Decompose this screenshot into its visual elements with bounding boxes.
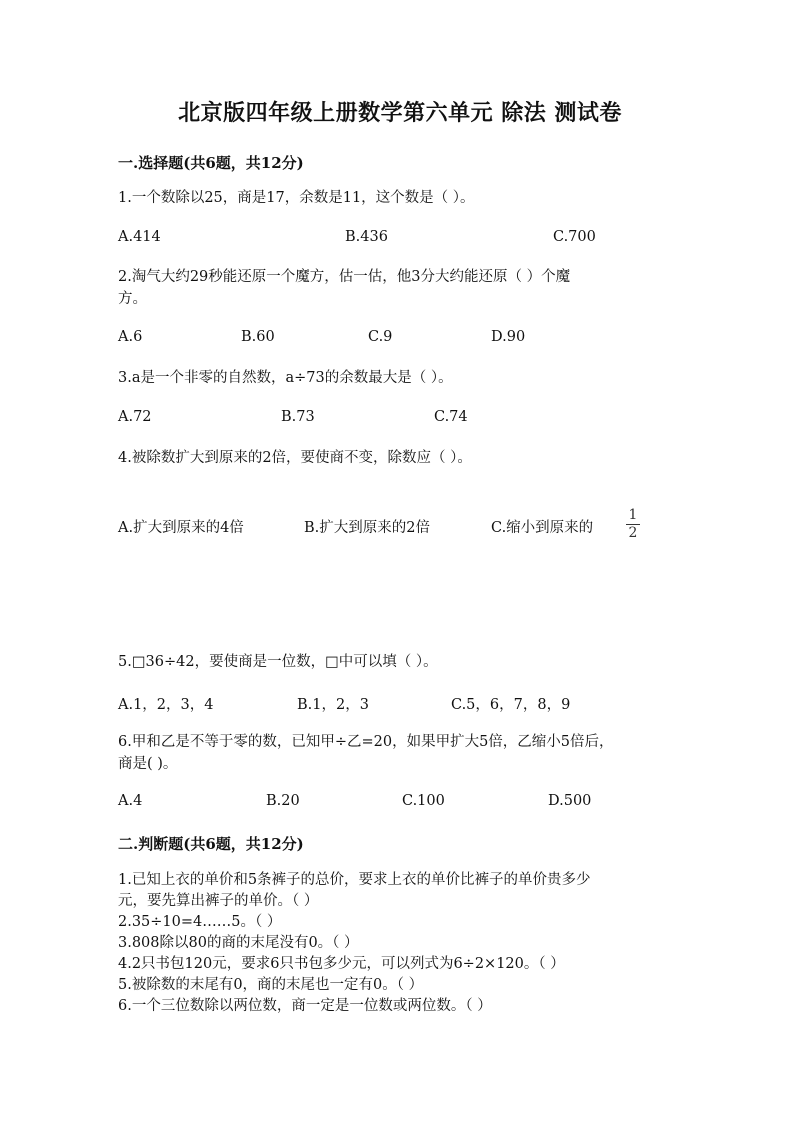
question-1-option-c: C.700 — [553, 229, 596, 245]
question-6-option-d: D.500 — [548, 793, 592, 809]
question-4-option-c: C.缩小到原来的 — [491, 520, 594, 536]
question-4-option-a: A.扩大到原来的4倍 — [118, 520, 244, 536]
judgement-line-4: 3.808除以80的商的末尾没有0。（ ） — [118, 935, 359, 951]
question-4-stem: 4.被除数扩大到原来的2倍，要使商不变，除数应（ ）。 — [118, 450, 472, 466]
judgement-line-6: 5.被除数的末尾有0，商的末尾也一定有0。（ ） — [118, 977, 424, 993]
judgement-line-5: 4.2只书包120元，要求6只书包多少元，可以列式为6÷2×120。（ ） — [118, 956, 565, 972]
judgement-line-1: 1.已知上衣的单价和5条裤子的总价，要求上衣的单价比裤子的单价贵多少 — [118, 872, 591, 888]
fraction-one-half — [626, 508, 640, 541]
question-3-option-a: A.72 — [118, 409, 152, 425]
question-6-stem-line1: 6.甲和乙是不等于零的数，已知甲÷乙=20，如果甲扩大5倍，乙缩小5倍后， — [118, 734, 614, 750]
judgement-line-3: 2.35÷10=4……5。（ ） — [118, 914, 282, 930]
question-1-option-b: B.436 — [345, 229, 388, 245]
question-2-stem-line2: 方。 — [118, 291, 147, 307]
question-3-stem: 3.a是一个非零的自然数，a÷73的余数最大是（ ）。 — [118, 370, 453, 386]
question-5-option-b: B.1，2，3 — [297, 697, 369, 713]
judgement-line-2: 元，要先算出裤子的单价。（ ） — [118, 893, 319, 909]
question-2-option-b: B.60 — [241, 329, 275, 345]
question-2-option-d: D.90 — [491, 329, 526, 345]
question-5-option-c: C.5，6，7，8，9 — [451, 697, 571, 713]
question-5-stem: 5.□36÷42，要使商是一位数，□中可以填（ ）。 — [118, 654, 438, 670]
question-3-option-b: B.73 — [281, 409, 315, 425]
question-6-stem-line2: 商是( )。 — [118, 756, 178, 772]
section-heading-judgement: 二.判断题(共6题，共12分) — [118, 835, 304, 853]
question-2-stem-line1: 2.淘气大约29秒能还原一个魔方，估一估，他3分大约能还原（ ）个魔 — [118, 269, 571, 285]
page-title: 北京版四年级上册数学第六单元 除法 测试卷 — [178, 100, 622, 126]
question-2-option-a: A.6 — [118, 329, 143, 345]
question-6-option-c: C.100 — [402, 793, 445, 809]
fraction-numerator: 1 — [628, 507, 638, 523]
question-2-option-c: C.9 — [368, 329, 393, 345]
question-3-option-c: C.74 — [434, 409, 468, 425]
question-6-option-b: B.20 — [266, 793, 300, 809]
question-5-option-a: A.1，2，3，4 — [118, 697, 214, 713]
question-4-option-b: B.扩大到原来的2倍 — [304, 520, 430, 536]
fraction-denominator: 2 — [628, 525, 638, 541]
question-1-option-a: A.414 — [118, 229, 161, 245]
section-heading-choice: 一.选择题(共6题，共12分) — [118, 154, 304, 172]
judgement-line-7: 6.一个三位数除以两位数，商一定是一位数或两位数。（ ） — [118, 998, 492, 1014]
question-6-option-a: A.4 — [118, 793, 143, 809]
question-1-stem: 1.一个数除以25，商是17，余数是11，这个数是（ ）。 — [118, 190, 475, 206]
